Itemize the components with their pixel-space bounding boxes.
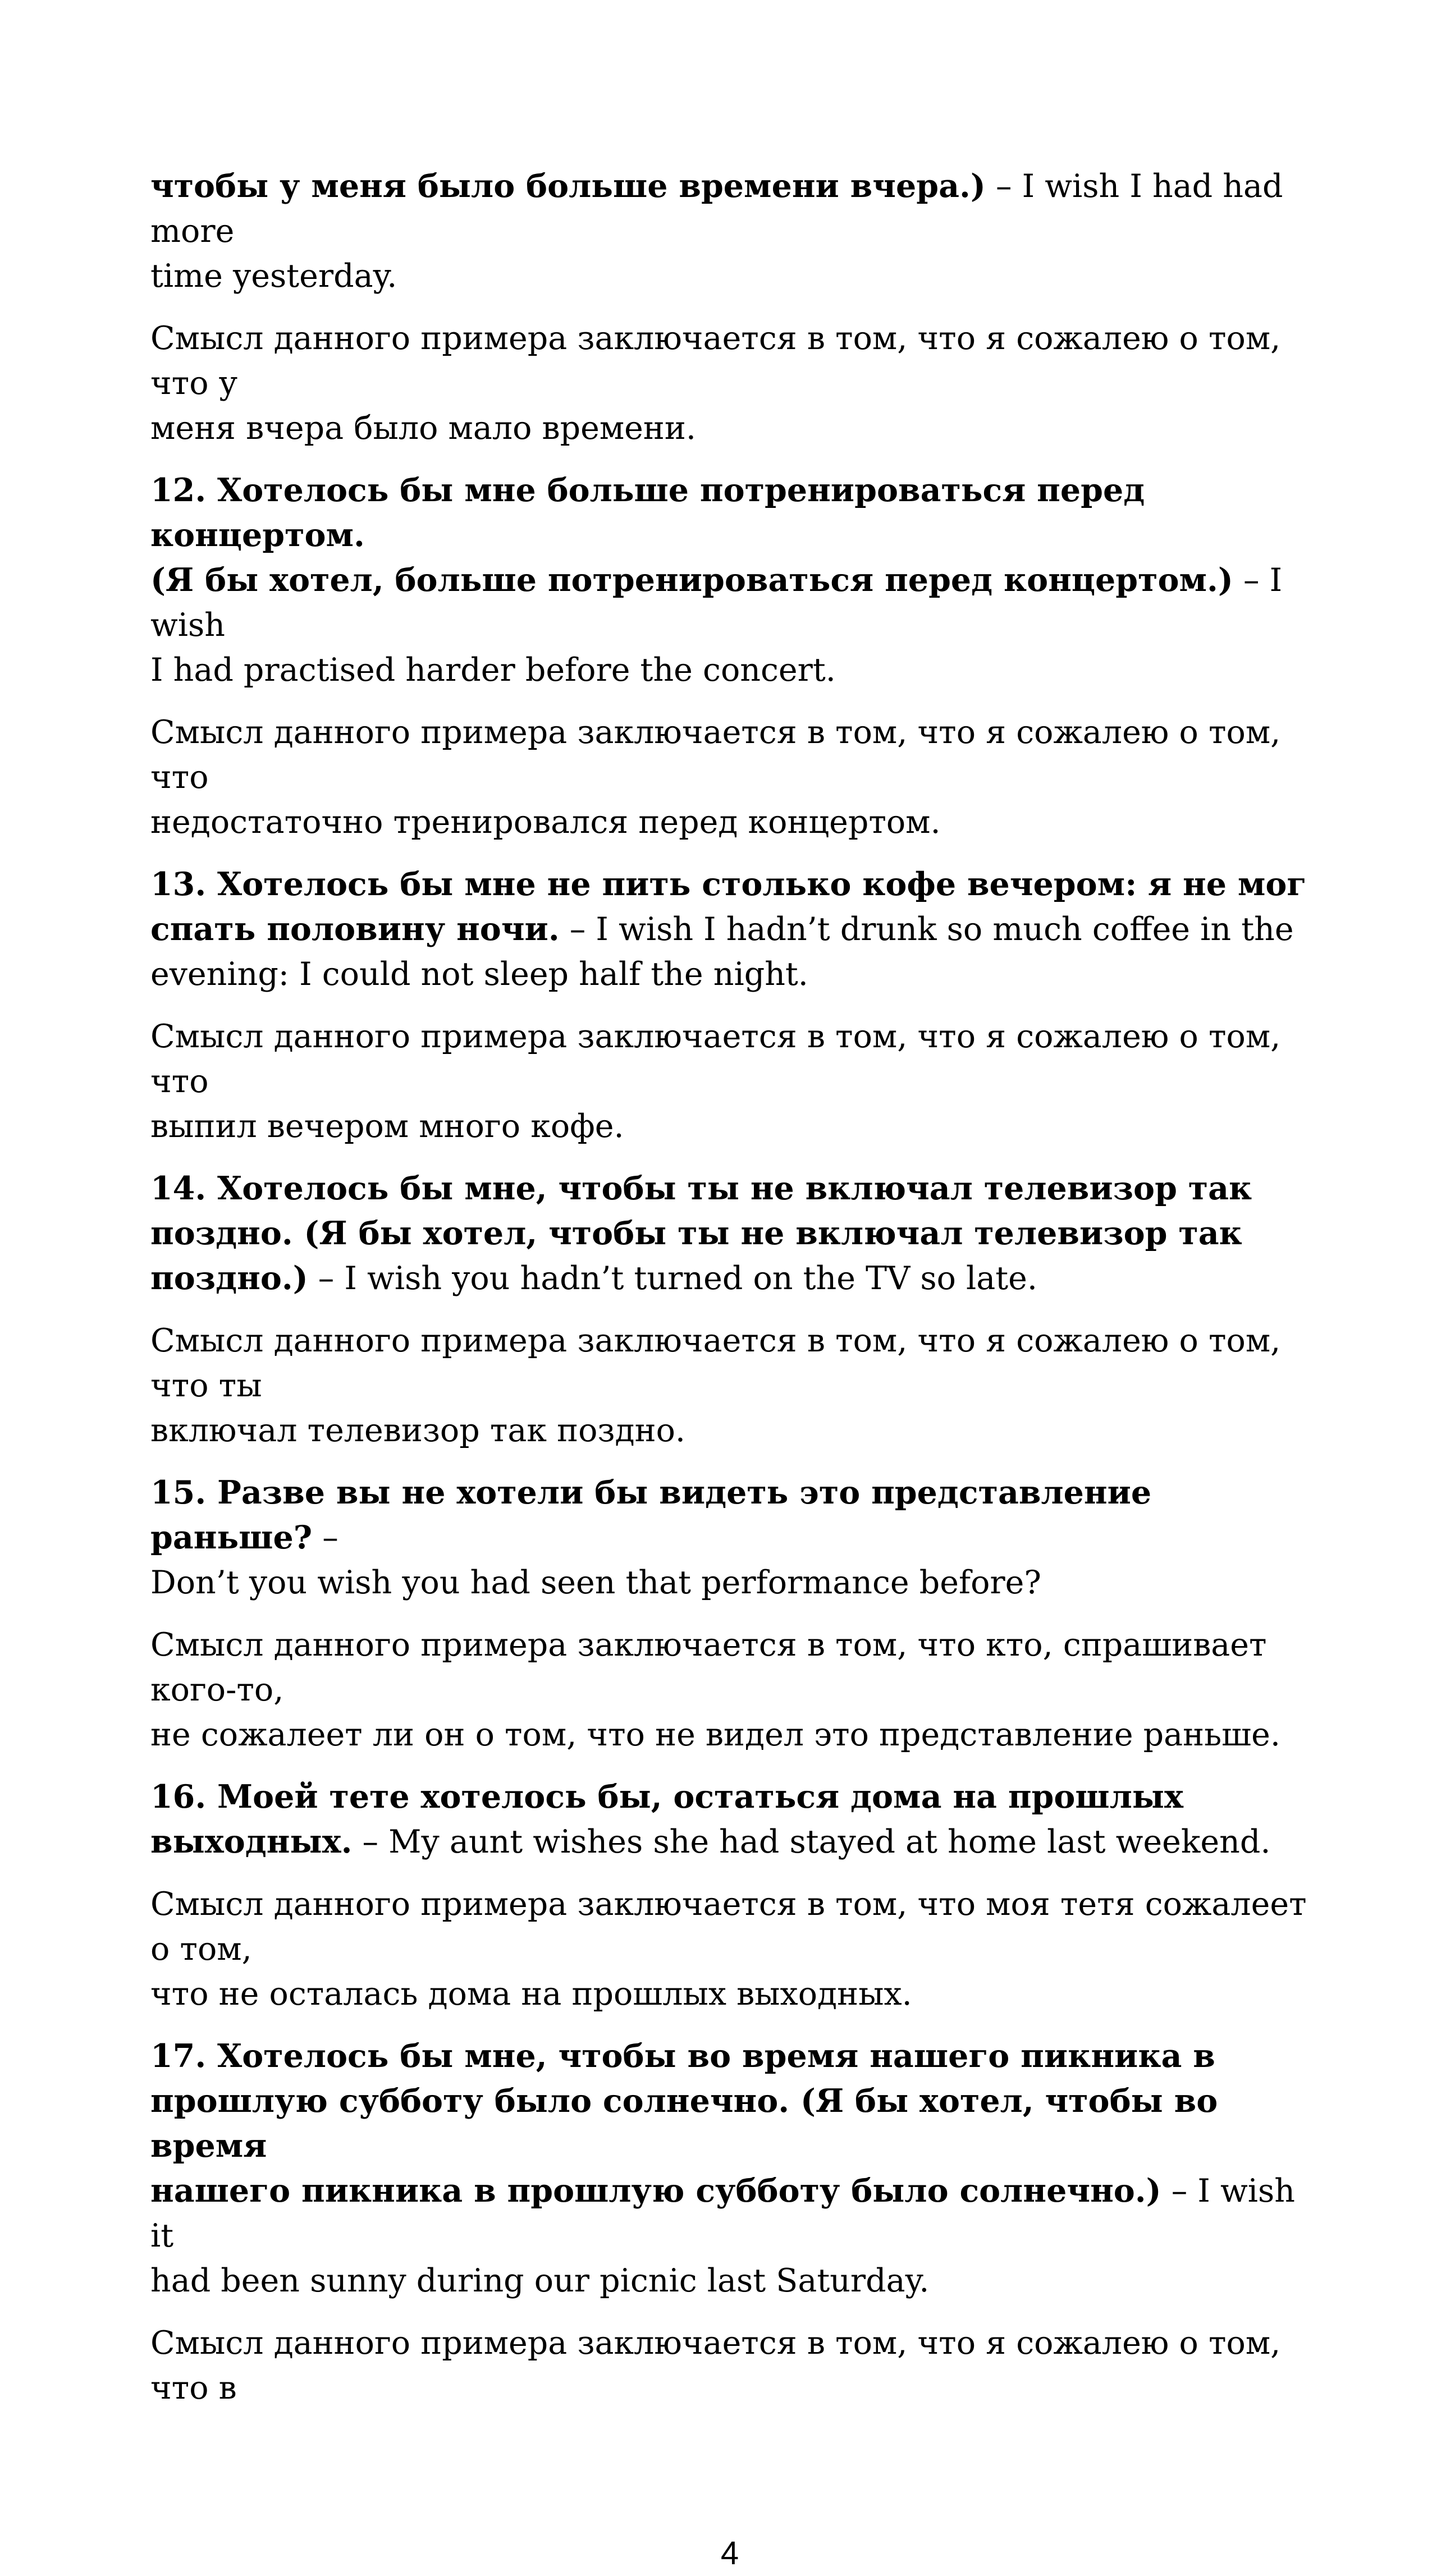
paragraph	[150, 1882, 1317, 2016]
text-run: включал телевизор так поздно.	[150, 1412, 686, 1449]
text-run: недостаточно тренировался перед концертом.	[150, 804, 941, 841]
text-run: меня вчера было мало времени.	[150, 410, 697, 447]
text-run: Смысл данного примера заключается в том, что я сожалею о том, что в	[150, 2325, 1291, 2407]
text-run: Смысл данного примера заключается в том, что моя тетя сожалеет о том,	[150, 1886, 1317, 1968]
text-line	[150, 2258, 1309, 2303]
text-run: поздно. (Я бы хотел, чтобы ты не включал телевизор так	[150, 1214, 1242, 1252]
text-line	[150, 1622, 1309, 1712]
text-run: 13. Хотелось бы мне не пить столько кофе вечером: я не мог	[150, 865, 1307, 903]
text-run: 15. Разве вы не хотели бы видеть это представление раньше?	[150, 1474, 1163, 1556]
text-line	[150, 1318, 1309, 1408]
text-line	[150, 1256, 1309, 1301]
paragraph	[150, 2034, 1309, 2303]
text-line	[150, 2169, 1309, 2258]
text-line	[150, 164, 1309, 254]
text-run: чтобы у меня было больше времени вчера.)	[150, 167, 986, 205]
text-line	[150, 1470, 1309, 1560]
paragraph	[150, 468, 1309, 693]
text-line	[150, 1408, 1309, 1453]
text-run: поздно.)	[150, 1259, 308, 1297]
text-run: – My aunt wishes she had stayed at home last weekend.	[352, 1823, 1271, 1860]
paragraph	[150, 1014, 1309, 1149]
text-run: – I wish you hadn’t turned on the TV so late.	[308, 1260, 1038, 1297]
text-line	[150, 254, 1309, 299]
text-line	[150, 1819, 1309, 1864]
paragraph	[150, 1622, 1309, 1757]
text-run: что не осталась дома на прошлых выходных.	[150, 1975, 912, 2013]
text-line	[150, 1775, 1309, 1819]
text-line	[150, 406, 1309, 451]
text-run: Don’t you wish you had seen that performance before?	[150, 1564, 1041, 1601]
text-line	[150, 1104, 1309, 1149]
text-run: –	[312, 1519, 338, 1556]
text-run: I had practised harder before the concert.	[150, 652, 836, 689]
text-run: 12. Хотелось бы мне больше потренироваться перед концертом.	[150, 471, 1156, 554]
text-run: выпил вечером много кофе.	[150, 1108, 624, 1145]
paragraph	[150, 1775, 1309, 1864]
text-run: 17. Хотелось бы мне, чтобы во время нашего пикника в	[150, 2037, 1215, 2075]
text-run: Смысл данного примера заключается в том, что я сожалею о том, что у	[150, 320, 1291, 402]
text-line	[150, 1166, 1309, 1211]
text-line	[150, 468, 1309, 558]
text-line	[150, 1211, 1309, 1256]
paragraph	[150, 2321, 1309, 2410]
paragraph	[150, 1470, 1309, 1605]
text-run: time yesterday.	[150, 258, 397, 295]
text-line	[150, 1712, 1309, 1757]
paragraph	[150, 316, 1309, 451]
text-run: – I wish I had had more	[150, 168, 1293, 250]
text-line	[150, 1882, 1317, 1972]
paragraph	[150, 1318, 1309, 1453]
text-line	[150, 2034, 1309, 2079]
text-run: evening: I could not sleep half the night.	[150, 956, 808, 993]
text-run: Смысл данного примера заключается в том, что я сожалею о том, что	[150, 1018, 1291, 1100]
text-run: – I wish	[150, 562, 1293, 644]
paragraph	[150, 710, 1309, 845]
text-line	[150, 710, 1309, 800]
text-line	[150, 2079, 1309, 2169]
text-run: 16. Моей тете хотелось бы, остаться дома на прошлых	[150, 1778, 1184, 1816]
text-line	[150, 952, 1309, 997]
text-run: (Я бы хотел, больше потренироваться перед концертом.)	[150, 561, 1233, 599]
text-line	[150, 1972, 1309, 2016]
text-run: – I wish I hadn’t drunk so much coffee in the	[559, 911, 1294, 948]
text-run: 14. Хотелось бы мне, чтобы ты не включал телевизор так	[150, 1170, 1252, 1207]
document-content	[150, 164, 1317, 2410]
text-run: нашего пикника в прошлую субботу было солнечно.)	[150, 2172, 1161, 2210]
text-line	[150, 648, 1309, 693]
text-run: Смысл данного примера заключается в том, что я сожалею о том, что	[150, 714, 1291, 796]
paragraph	[150, 1166, 1309, 1301]
text-line	[150, 1560, 1309, 1605]
text-run: спать половину ночи.	[150, 910, 560, 948]
text-run: Смысл данного примера заключается в том, что я сожалею о том, что ты	[150, 1322, 1291, 1404]
text-run: прошлую субботу было солнечно. (Я бы хотел, чтобы во время	[150, 2082, 1229, 2165]
text-run: Смысл данного примера заключается в том, что кто, спрашивает кого-то,	[150, 1626, 1277, 1708]
paragraph	[150, 164, 1309, 299]
text-line	[150, 1014, 1309, 1104]
text-line	[150, 800, 1309, 845]
text-line	[150, 2321, 1309, 2410]
page-number: 4	[720, 2535, 739, 2572]
text-line	[150, 316, 1309, 406]
text-line	[150, 907, 1309, 952]
text-line	[150, 862, 1309, 907]
text-run: не сожалеет ли он о том, что не видел это представление раньше.	[150, 1716, 1281, 1753]
text-run: had been sunny during our picnic last Saturday.	[150, 2262, 930, 2299]
text-line	[150, 558, 1309, 648]
text-run: выходных.	[150, 1823, 353, 1860]
paragraph	[150, 862, 1309, 997]
text-run: – I wish it	[150, 2172, 1306, 2254]
